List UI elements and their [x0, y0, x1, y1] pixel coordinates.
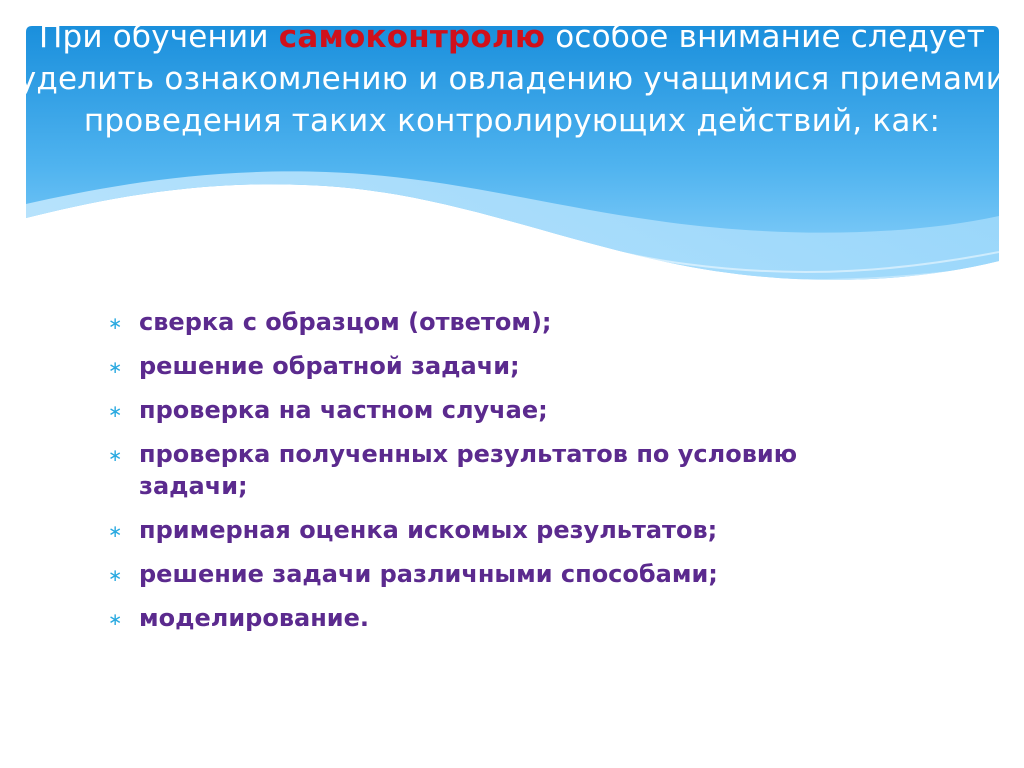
list-item [108, 394, 908, 426]
list-item [108, 438, 908, 502]
asterisk-bullet-icon: ∗ [108, 522, 123, 542]
list-item [108, 558, 908, 590]
list-item-text: решение задачи различными способами; [139, 560, 718, 588]
list-item-text: примерная оценка искомых результатов; [139, 516, 718, 544]
asterisk-bullet-icon: ∗ [108, 358, 123, 378]
asterisk-bullet-icon: ∗ [108, 402, 123, 422]
title-line-1 [0, 16, 1024, 58]
asterisk-bullet-icon: ∗ [108, 566, 123, 586]
bullet-list [108, 306, 908, 646]
asterisk-bullet-icon: ∗ [108, 314, 123, 334]
list-item [108, 602, 908, 634]
list-item-text: моделирование. [139, 604, 370, 632]
list-item [108, 306, 908, 338]
list-item [108, 350, 908, 382]
title-line-1-end: особое внимание следует [545, 19, 986, 55]
title-line-1-start: При обучении [38, 19, 279, 55]
list-item [108, 514, 908, 546]
asterisk-bullet-icon: ∗ [108, 446, 123, 466]
list-item-text: решение обратной задачи; [139, 352, 520, 380]
title-line-2: уделить ознакомлению и овладению учащимися приемами [17, 61, 1007, 97]
list-item-text: проверка на частном случае; [139, 396, 548, 424]
list-item-text: проверка полученных результатов по условию задачи; [139, 440, 798, 500]
slide-title [0, 16, 1024, 142]
title-line-3: проведения таких контролирующих действий, как: [83, 103, 941, 139]
list-item-text: сверка с образцом (ответом); [139, 308, 552, 336]
title-accent-word: самоконтролю [278, 19, 546, 55]
asterisk-bullet-icon: ∗ [108, 610, 123, 630]
